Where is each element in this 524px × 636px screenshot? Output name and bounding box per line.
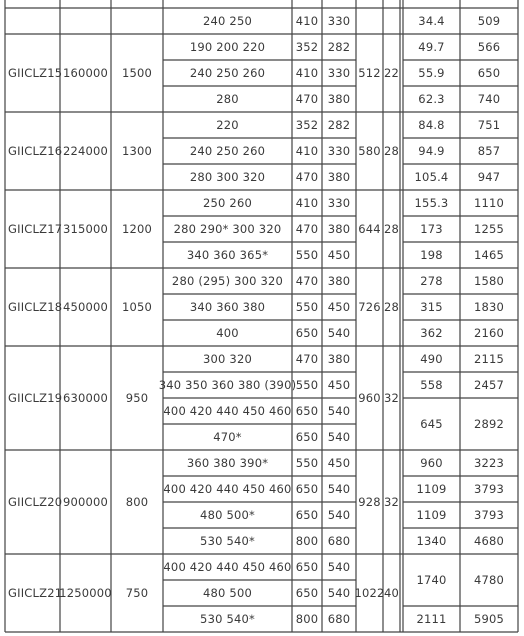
model-cell: GIICLZ17 — [8, 222, 63, 236]
inertia-cell: 315 — [420, 300, 443, 314]
speed-cell: 1050 — [121, 300, 153, 314]
speed-cell: 1200 — [121, 222, 153, 236]
dim-l1-cell: 800 — [295, 612, 319, 626]
dim-l2-cell: 330 — [327, 14, 351, 28]
shaft-dia-cell: 400 420 440 450 460 — [163, 482, 292, 496]
shaft-dia-cell: 240 250 260 — [189, 66, 266, 80]
shaft-dia-cell: 300 320 — [203, 352, 252, 366]
mass-cell: 509 — [477, 14, 501, 28]
dim-l2-cell: 330 — [327, 196, 351, 210]
load-cell: 450000 — [62, 300, 109, 314]
mass-cell: 740 — [477, 92, 501, 106]
mass-cell: 4780 — [473, 573, 505, 587]
mass-cell: 751 — [477, 118, 501, 132]
shaft-dia-cell: 400 420 440 450 460 — [163, 560, 292, 574]
mass-cell: 3223 — [473, 456, 505, 470]
shaft-dia-cell: 530 540* — [200, 534, 255, 548]
load-cell: 315000 — [62, 222, 109, 236]
load-cell: 900000 — [62, 495, 109, 509]
dim-l2-cell: 380 — [327, 352, 351, 366]
dim-d-cell: 1022 — [354, 586, 385, 600]
model-cell: GIICLZ21 — [8, 586, 63, 600]
dim-l2-cell: 680 — [327, 534, 351, 548]
dim-l1-cell: 470 — [295, 222, 319, 236]
shaft-dia-cell: 280 (295) 300 320 — [171, 274, 284, 288]
dim-l2-cell: 540 — [327, 482, 351, 496]
mass-cell: 3793 — [473, 482, 505, 496]
dim-l1-cell: 410 — [295, 66, 319, 80]
shaft-dia-cell: 340 360 365* — [186, 248, 269, 262]
dim-d-cell: 928 — [358, 495, 381, 509]
speed-cell: 750 — [125, 586, 149, 600]
inertia-cell: 960 — [420, 456, 443, 470]
dim-l1-cell: 650 — [295, 508, 319, 522]
dim-l1-cell: 550 — [295, 378, 319, 392]
shaft-dia-cell: 480 500 — [203, 586, 252, 600]
load-cell: 160000 — [62, 66, 109, 80]
dim-l1-cell: 550 — [295, 248, 319, 262]
shaft-dia-cell: 480 500* — [200, 508, 255, 522]
shaft-dia-cell: 280 290* 300 320 — [173, 222, 282, 236]
dim-l2-cell: 450 — [327, 300, 351, 314]
inertia-cell: 94.9 — [418, 144, 445, 158]
dim-l2-cell: 450 — [327, 248, 351, 262]
dim-l1-cell: 470 — [295, 274, 319, 288]
dim-d-cell: 726 — [358, 300, 381, 314]
inertia-cell: 1740 — [416, 573, 447, 587]
dim-l1-cell: 800 — [295, 534, 319, 548]
dim-l2-cell: 540 — [327, 326, 351, 340]
shaft-dia-cell: 280 — [216, 92, 239, 106]
mass-cell: 2892 — [473, 417, 505, 431]
dim-l1-cell: 650 — [295, 586, 319, 600]
dim-l1-cell: 650 — [295, 430, 319, 444]
dim-l2-cell: 330 — [327, 144, 351, 158]
inertia-cell: 62.3 — [418, 92, 445, 106]
shaft-dia-cell: 530 540* — [200, 612, 255, 626]
mass-cell: 3793 — [473, 508, 505, 522]
mass-cell: 566 — [477, 40, 501, 54]
model-cell: GIICLZ15 — [8, 66, 63, 80]
dim-l1-cell: 550 — [295, 300, 319, 314]
mass-cell: 1110 — [473, 196, 505, 210]
model-cell: GIICLZ18 — [8, 300, 63, 314]
dim-l1-cell: 352 — [295, 40, 319, 54]
dim-l2-cell: 450 — [327, 378, 351, 392]
dim-l1-cell: 352 — [295, 118, 319, 132]
dim-l1-cell: 470 — [295, 170, 319, 184]
model-cell: GIICLZ20 — [8, 495, 63, 509]
inertia-cell: 49.7 — [418, 40, 445, 54]
dim-e-cell: 28 — [383, 144, 400, 158]
mass-cell: 2115 — [473, 352, 505, 366]
model-cell: GIICLZ16 — [8, 144, 63, 158]
speed-cell: 1500 — [121, 66, 153, 80]
mass-cell: 1465 — [473, 248, 505, 262]
dim-l1-cell: 650 — [295, 404, 319, 418]
dim-d-cell: 512 — [358, 66, 381, 80]
shaft-dia-cell: 240 250 260 — [189, 144, 266, 158]
dim-l1-cell: 410 — [295, 144, 319, 158]
dim-e-cell: 22 — [383, 66, 400, 80]
dim-e-cell: 32 — [383, 391, 400, 405]
dim-l1-cell: 650 — [295, 326, 319, 340]
inertia-cell: 1109 — [416, 508, 447, 522]
shaft-dia-cell: 240 250 — [203, 14, 252, 28]
mass-cell: 947 — [477, 170, 501, 184]
dim-l2-cell: 540 — [327, 404, 351, 418]
inertia-cell: 173 — [420, 222, 443, 236]
dim-d-cell: 644 — [358, 222, 381, 236]
speed-cell: 800 — [125, 495, 149, 509]
shaft-dia-cell: 280 300 320 — [189, 170, 266, 184]
dim-l2-cell: 330 — [327, 66, 351, 80]
shaft-dia-cell: 220 — [216, 118, 239, 132]
mass-cell: 2457 — [473, 378, 505, 392]
inertia-cell: 155.3 — [414, 196, 449, 210]
inertia-cell: 362 — [420, 326, 443, 340]
inertia-cell: 2111 — [416, 612, 447, 626]
inertia-cell: 1109 — [416, 482, 447, 496]
inertia-cell: 278 — [420, 274, 443, 288]
mass-cell: 4680 — [473, 534, 505, 548]
dim-e-cell: 28 — [383, 300, 400, 314]
dim-l1-cell: 410 — [295, 196, 319, 210]
inertia-cell: 1340 — [416, 534, 447, 548]
dim-l2-cell: 540 — [327, 508, 351, 522]
dim-l1-cell: 650 — [295, 482, 319, 496]
dim-l1-cell: 470 — [295, 352, 319, 366]
dim-l1-cell: 650 — [295, 560, 319, 574]
load-cell: 1250000 — [59, 586, 112, 600]
shaft-dia-cell: 400 — [216, 326, 239, 340]
mass-cell: 1255 — [473, 222, 505, 236]
dim-l2-cell: 450 — [327, 456, 351, 470]
speed-cell: 950 — [125, 391, 149, 405]
load-cell: 224000 — [62, 144, 109, 158]
model-cell: GIICLZ19 — [8, 391, 63, 405]
dim-l1-cell: 550 — [295, 456, 319, 470]
inertia-cell: 490 — [420, 352, 443, 366]
inertia-cell: 558 — [420, 378, 443, 392]
shaft-dia-cell: 340 360 380 — [189, 300, 266, 314]
shaft-dia-cell: 360 380 390* — [186, 456, 269, 470]
mass-cell: 857 — [477, 144, 501, 158]
dim-l2-cell: 380 — [327, 170, 351, 184]
load-cell: 630000 — [62, 391, 109, 405]
dim-e-cell: 32 — [383, 495, 400, 509]
inertia-cell: 105.4 — [414, 170, 449, 184]
shaft-dia-cell: 400 420 440 450 460 — [163, 404, 292, 418]
mass-cell: 1580 — [473, 274, 505, 288]
shaft-dia-cell: 470* — [213, 430, 242, 444]
inertia-cell: 84.8 — [418, 118, 445, 132]
dim-d-cell: 960 — [358, 391, 381, 405]
dim-l1-cell: 410 — [295, 14, 319, 28]
inertia-cell: 34.4 — [418, 14, 445, 28]
dim-l2-cell: 282 — [327, 40, 351, 54]
dim-e-cell: 28 — [383, 222, 400, 236]
inertia-cell: 645 — [420, 417, 443, 431]
mass-cell: 650 — [477, 66, 501, 80]
shaft-dia-cell: 190 200 220 — [189, 40, 266, 54]
dim-l2-cell: 680 — [327, 612, 351, 626]
dim-l2-cell: 380 — [327, 92, 351, 106]
dim-l1-cell: 470 — [295, 92, 319, 106]
mass-cell: 5905 — [473, 612, 505, 626]
dim-l2-cell: 380 — [327, 222, 351, 236]
mass-cell: 2160 — [473, 326, 505, 340]
speed-cell: 1300 — [121, 144, 153, 158]
dim-l2-cell: 540 — [327, 430, 351, 444]
inertia-cell: 55.9 — [418, 66, 445, 80]
shaft-dia-cell: 340 350 360 380 (390) — [158, 378, 297, 392]
dim-l2-cell: 540 — [327, 560, 351, 574]
dim-e-cell: 40 — [383, 586, 400, 600]
inertia-cell: 198 — [420, 248, 443, 262]
dim-l2-cell: 380 — [327, 274, 351, 288]
dim-d-cell: 580 — [358, 144, 381, 158]
mass-cell: 1830 — [473, 300, 505, 314]
dim-l2-cell: 282 — [327, 118, 351, 132]
shaft-dia-cell: 250 260 — [203, 196, 252, 210]
dim-l2-cell: 540 — [327, 586, 351, 600]
